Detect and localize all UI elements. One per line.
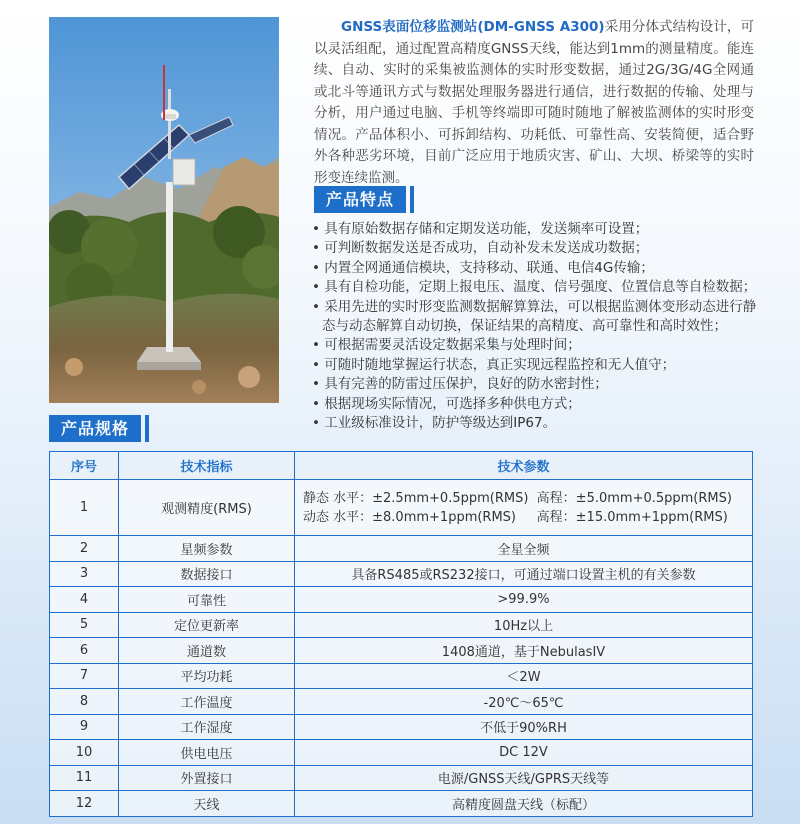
row-name: 可靠性 (119, 587, 295, 613)
row-value: 不低于90%RH (295, 714, 753, 740)
row-value: 10Hz以上 (295, 612, 753, 638)
intro-text: 采用分体式结构设计，可以灵活组配，通过配置高精度GNSS天线，能达到1mm的测量精度。能连续、自动、实时的采集被监测体的实时形变数据，通过2G/3G/4G全网通或北斗等通讯方式与数据处理服务器进行通信，进行数据的传输、处理与分析，用户通过电脑、手机等终端即可随时随地了解被监测体的实时形变情况。产品体积小、可拆卸结构、功耗低、可靠性高、安装简便，适合野外各种恶劣环境，目前广泛应用于地质灾害、矿山、大坝、桥梁等的实时形变连续监测。 (314, 19, 754, 186)
feature-item: • 工业级标准设计，防护等级达到IP67。 (312, 414, 762, 433)
feature-item: • 可判断数据发送是否成功，自动补发未发送成功数据； (312, 239, 762, 258)
row-value: 电源/GNSS天线/GPRS天线等 (295, 765, 753, 791)
table-row (50, 740, 753, 766)
accuracy-dynamic: 动态 水平：±8.0mm+1ppm(RMS) 高程：±15.0mm+1ppm(RMS) (303, 509, 728, 525)
row-no: 8 (50, 689, 119, 715)
row-name: 定位更新率 (119, 612, 295, 638)
row-value: >99.9% (295, 587, 753, 613)
feature-item: • 采用先进的实时形变监测数据解算算法，可以根据监测体变形动态进行静态与动态解算自动切换，保证结果的高精度、高可靠性和高时效性； (312, 298, 762, 337)
row-name: 数据接口 (119, 561, 295, 587)
table-row (50, 689, 753, 715)
row-no: 2 (50, 536, 119, 562)
row-name: 工作温度 (119, 689, 295, 715)
header-name: 技术指标 (119, 452, 295, 480)
row-no: 9 (50, 714, 119, 740)
specs-heading: 产品规格 (49, 415, 141, 442)
row-no: 3 (50, 561, 119, 587)
row-no: 6 (50, 638, 119, 664)
product-photo (49, 17, 279, 403)
header-no: 序号 (50, 452, 119, 480)
row-name: 观测精度(RMS) (119, 480, 295, 536)
feature-item: • 可随时随地掌握运行状态，真正实现远程监控和无人值守； (312, 356, 762, 375)
row-value: 高精度圆盘天线（标配） (295, 791, 753, 817)
row-name: 平均功耗 (119, 663, 295, 689)
table-row (50, 587, 753, 613)
feature-item: • 具有原始数据存储和定期发送功能，发送频率可设置； (312, 220, 762, 239)
feature-item: • 具有自检功能，定期上报电压、温度、信号强度、位置信息等自检数据； (312, 278, 762, 297)
row-value: -20℃～65℃ (295, 689, 753, 715)
features-heading: 产品特点 (314, 186, 406, 213)
product-name: GNSS表面位移监测站(DM-GNSS A300) (341, 19, 605, 35)
table-row (50, 765, 753, 791)
table-row (50, 612, 753, 638)
row-value: DC 12V (295, 740, 753, 766)
row-no: 12 (50, 791, 119, 817)
feature-item: • 具有完善的防雷过压保护，良好的防水密封性； (312, 375, 762, 394)
row-no: 11 (50, 765, 119, 791)
row-name: 通道数 (119, 638, 295, 664)
table-row (50, 638, 753, 664)
accuracy-static: 静态 水平：±2.5mm+0.5ppm(RMS) 高程：±5.0mm+0.5ppm(RMS) (303, 490, 732, 506)
monitoring-station-illustration (49, 17, 279, 403)
table-header-row (50, 452, 753, 480)
row-name: 星频参数 (119, 536, 295, 562)
table-row (50, 663, 753, 689)
row-no: 7 (50, 663, 119, 689)
row-value (295, 480, 753, 536)
row-value: 具备RS485或RS232接口，可通过端口设置主机的有关参数 (295, 561, 753, 587)
table-row (50, 480, 753, 536)
row-no: 1 (50, 480, 119, 536)
feature-item: • 根据现场实际情况，可选择多种供电方式； (312, 395, 762, 414)
feature-item: • 可根据需要灵活设定数据采集与处理时间； (312, 336, 762, 355)
row-value: 全星全频 (295, 536, 753, 562)
row-name: 天线 (119, 791, 295, 817)
row-name: 供电电压 (119, 740, 295, 766)
table-row (50, 714, 753, 740)
row-name: 外置接口 (119, 765, 295, 791)
table-row (50, 791, 753, 817)
feature-item: • 内置全网通通信模块，支持移动、联通、电信4G传输； (312, 259, 762, 278)
row-value: ＜2W (295, 663, 753, 689)
row-no: 10 (50, 740, 119, 766)
table-row (50, 561, 753, 587)
product-intro (314, 17, 754, 189)
row-no: 4 (50, 587, 119, 613)
header-value: 技术参数 (295, 452, 753, 480)
row-value: 1408通道，基于NebulasIV (295, 638, 753, 664)
specs-table (49, 451, 753, 817)
row-no: 5 (50, 612, 119, 638)
row-name: 工作湿度 (119, 714, 295, 740)
features-list (312, 220, 762, 433)
table-row (50, 536, 753, 562)
